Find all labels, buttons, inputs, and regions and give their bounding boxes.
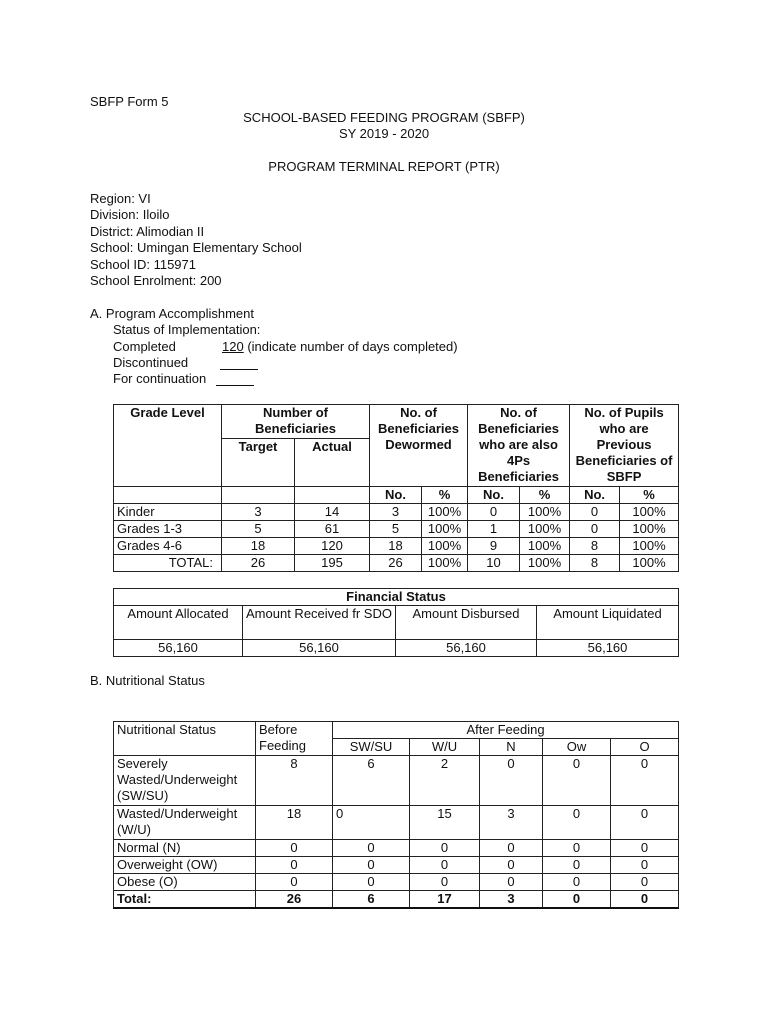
table-row: [114, 840, 679, 857]
continuation-blank: [216, 372, 254, 386]
status-label: Status of Implementation:: [113, 322, 261, 337]
actual-cell: 14: [295, 504, 370, 521]
actual-cell: 61: [295, 521, 370, 538]
sub-header-n: N: [480, 739, 543, 756]
before-total: 26: [256, 891, 333, 909]
wu-cell: 15: [410, 806, 480, 840]
form-label: SBFP Form 5: [90, 94, 169, 109]
ow-cell: 0: [543, 874, 611, 891]
blank-cell: [114, 487, 222, 504]
dew-no-cell: 5: [370, 521, 422, 538]
prev-no-cell: 8: [570, 555, 620, 572]
sub-header-swsu: SW/SU: [333, 739, 410, 756]
sub-header-wu: W/U: [410, 739, 480, 756]
table-row: [114, 806, 679, 840]
school-name: School: Umingan Elementary School: [90, 240, 302, 255]
section-a-heading: A. Program Accomplishment: [90, 306, 255, 321]
dew-no-cell: 26: [370, 555, 422, 572]
n-cell: 0: [480, 857, 543, 874]
liquidated-header: Amount Liquidated: [537, 606, 679, 640]
report-title: PROGRAM TERMINAL REPORT (PTR): [268, 159, 500, 174]
prev-no-header: No.: [570, 487, 620, 504]
disbursed-header: Amount Disbursed: [396, 606, 537, 640]
n-total: 3: [480, 891, 543, 909]
district: District: Alimodian II: [90, 224, 205, 239]
swsu-cell: 0: [333, 840, 410, 857]
before-cell: 18: [256, 806, 333, 840]
discontinued-blank: [220, 356, 258, 370]
total-label: TOTAL:: [114, 555, 222, 572]
wu-cell: 0: [410, 857, 480, 874]
continuation-label: For continuation: [113, 371, 207, 386]
allocated-header: Amount Allocated: [114, 606, 243, 640]
dew-no-header: No.: [370, 487, 422, 504]
section-b-heading: B. Nutritional Status: [90, 673, 205, 688]
accomplishment-table: [113, 404, 679, 572]
table-row: [114, 874, 679, 891]
status-label: Severely Wasted/Underweight (SW/SU): [114, 756, 256, 806]
grade-cell: Kinder: [114, 504, 222, 521]
n-cell: 0: [480, 840, 543, 857]
dew-pct-cell: 100%: [422, 538, 468, 555]
completed-note: (indicate number of days completed): [243, 339, 458, 354]
received-header: Amount Received fr SDO: [243, 606, 396, 640]
sub-header-o: O: [611, 739, 679, 756]
completed-line: [222, 339, 458, 355]
financial-title: Financial Status: [114, 589, 679, 606]
swsu-cell: 0: [333, 857, 410, 874]
target-cell: 18: [222, 538, 295, 555]
total-label: Total:: [114, 891, 256, 909]
previous-header: No. of Pupils who are Previous Beneficiaries of SBFP: [570, 405, 679, 487]
table-row: [114, 756, 679, 806]
wu-cell: 0: [410, 874, 480, 891]
o-cell: 0: [611, 857, 679, 874]
before-feeding-header: Before Feeding: [256, 722, 333, 756]
prev-pct-cell: 100%: [620, 521, 679, 538]
dew-pct-cell: 100%: [422, 504, 468, 521]
fp-pct-header: %: [520, 487, 570, 504]
fp-no-cell: 10: [468, 555, 520, 572]
status-label: Obese (O): [114, 874, 256, 891]
prev-pct-cell: 100%: [620, 555, 679, 572]
discontinued-label: Discontinued: [113, 355, 189, 370]
wu-cell: 0: [410, 840, 480, 857]
school-enrolment: School Enrolment: 200: [90, 273, 222, 288]
actual-cell: 195: [295, 555, 370, 572]
target-header: Target: [222, 439, 295, 487]
target-cell: 5: [222, 521, 295, 538]
swsu-cell: 6: [333, 756, 410, 806]
prev-no-cell: 8: [570, 538, 620, 555]
ow-cell: 0: [543, 857, 611, 874]
prev-pct-cell: 100%: [620, 504, 679, 521]
allocated-value: 56,160: [114, 640, 243, 657]
region: Region: VI: [90, 191, 151, 206]
table-row: [114, 521, 679, 538]
status-label: Normal (N): [114, 840, 256, 857]
fp-no-cell: 9: [468, 538, 520, 555]
disbursed-value: 56,160: [396, 640, 537, 657]
prev-no-cell: 0: [570, 521, 620, 538]
swsu-cell: 0: [333, 806, 410, 840]
o-cell: 0: [611, 874, 679, 891]
school-year: SY 2019 - 2020: [338, 126, 430, 141]
actual-cell: 120: [295, 538, 370, 555]
o-total: 0: [611, 891, 679, 909]
status-label: Wasted/Underweight (W/U): [114, 806, 256, 840]
blank-cell: [222, 487, 295, 504]
num-beneficiaries-header: Number of Beneficiaries: [222, 405, 370, 439]
n-cell: 3: [480, 806, 543, 840]
school-id: School ID: 115971: [90, 257, 196, 272]
sub-header-ow: Ow: [543, 739, 611, 756]
o-cell: 0: [611, 840, 679, 857]
status-header: Nutritional Status: [114, 722, 256, 756]
dew-no-cell: 3: [370, 504, 422, 521]
dew-no-cell: 18: [370, 538, 422, 555]
before-cell: 0: [256, 840, 333, 857]
table-row: [114, 538, 679, 555]
prev-pct-header: %: [620, 487, 679, 504]
dew-pct-header: %: [422, 487, 468, 504]
fp-pct-cell: 100%: [520, 504, 570, 521]
division: Division: Iloilo: [90, 207, 170, 222]
ow-total: 0: [543, 891, 611, 909]
ow-cell: 0: [543, 806, 611, 840]
dew-pct-cell: 100%: [422, 521, 468, 538]
fp-pct-cell: 100%: [520, 521, 570, 538]
prev-pct-cell: 100%: [620, 538, 679, 555]
fourps-header: No. of Beneficiaries who are also 4Ps Beneficiaries: [468, 405, 570, 487]
fp-pct-cell: 100%: [520, 555, 570, 572]
o-cell: 0: [611, 806, 679, 840]
ow-cell: 0: [543, 840, 611, 857]
n-cell: 0: [480, 874, 543, 891]
nutrition-table: [113, 721, 679, 909]
table-row: [114, 504, 679, 521]
dew-pct-cell: 100%: [422, 555, 468, 572]
o-cell: 0: [611, 756, 679, 806]
completed-days: 120: [222, 339, 244, 354]
ow-cell: 0: [543, 756, 611, 806]
before-cell: 0: [256, 857, 333, 874]
total-row: [114, 555, 679, 572]
wu-total: 17: [410, 891, 480, 909]
blank-cell: [295, 487, 370, 504]
target-cell: 3: [222, 504, 295, 521]
before-cell: 8: [256, 756, 333, 806]
after-feeding-header: After Feeding: [333, 722, 679, 739]
total-row: [114, 891, 679, 909]
grade-cell: Grades 1-3: [114, 521, 222, 538]
swsu-cell: 0: [333, 874, 410, 891]
fp-no-cell: 0: [468, 504, 520, 521]
target-cell: 26: [222, 555, 295, 572]
prev-no-cell: 0: [570, 504, 620, 521]
table-row: [114, 857, 679, 874]
liquidated-value: 56,160: [537, 640, 679, 657]
before-cell: 0: [256, 874, 333, 891]
dewormed-header: No. of Beneficiaries Dewormed: [370, 405, 468, 487]
grade-level-header: Grade Level: [114, 405, 222, 487]
financial-table: [113, 588, 679, 657]
status-label: Overweight (OW): [114, 857, 256, 874]
fp-no-header: No.: [468, 487, 520, 504]
program-title: SCHOOL-BASED FEEDING PROGRAM (SBFP): [243, 110, 525, 125]
actual-header: Actual: [295, 439, 370, 487]
swsu-total: 6: [333, 891, 410, 909]
n-cell: 0: [480, 756, 543, 806]
fp-pct-cell: 100%: [520, 538, 570, 555]
received-value: 56,160: [243, 640, 396, 657]
completed-label: Completed: [113, 339, 176, 354]
grade-cell: Grades 4-6: [114, 538, 222, 555]
fp-no-cell: 1: [468, 521, 520, 538]
wu-cell: 2: [410, 756, 480, 806]
